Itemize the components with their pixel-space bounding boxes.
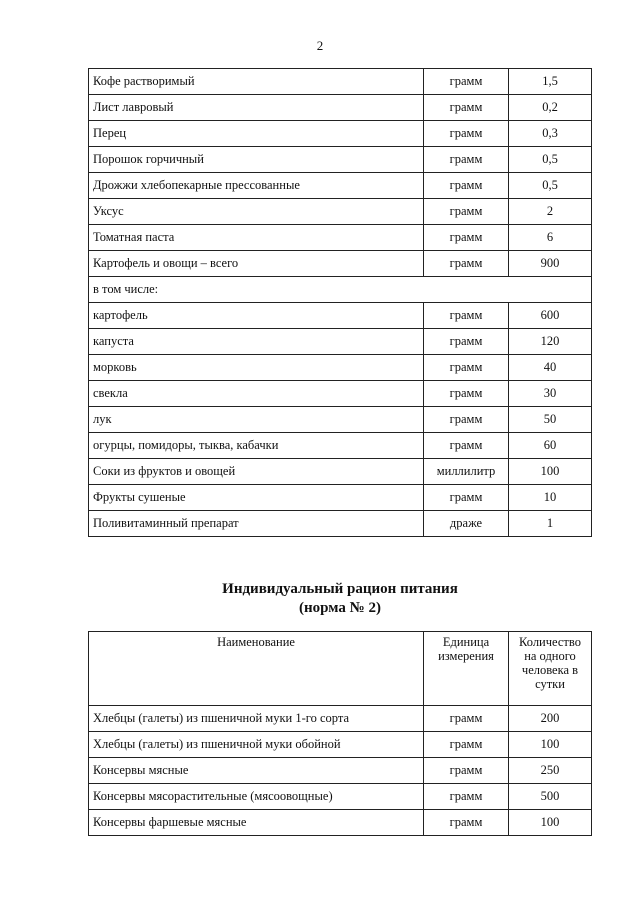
row-quantity: 1,5 <box>509 69 592 95</box>
row-name: Дрожжи хлебопекарные прессованные <box>89 173 424 199</box>
row-unit: грамм <box>424 95 509 121</box>
row-quantity: 50 <box>509 407 592 433</box>
row-unit: грамм <box>424 706 509 732</box>
row-name: Консервы мясные <box>89 758 424 784</box>
table-row <box>89 277 592 303</box>
row-name: Перец <box>89 121 424 147</box>
table-row <box>89 433 592 459</box>
row-name: Соки из фруктов и овощей <box>89 459 424 485</box>
table-row <box>89 173 592 199</box>
row-unit: грамм <box>424 329 509 355</box>
table-row <box>89 485 592 511</box>
row-name: Хлебцы (галеты) из пшеничной муки 1-го сорта <box>89 706 424 732</box>
row-unit: грамм <box>424 199 509 225</box>
header-unit: Единица измерения <box>424 632 509 706</box>
table-row <box>89 199 592 225</box>
table-row <box>89 706 592 732</box>
row-name: Уксус <box>89 199 424 225</box>
table-row <box>89 69 592 95</box>
row-unit: грамм <box>424 758 509 784</box>
row-unit: грамм <box>424 251 509 277</box>
row-name: Поливитаминный препарат <box>89 511 424 537</box>
row-quantity: 100 <box>509 810 592 836</box>
row-quantity: 100 <box>509 459 592 485</box>
row-quantity: 40 <box>509 355 592 381</box>
row-unit: миллилитр <box>424 459 509 485</box>
header-name: Наименование <box>89 632 424 706</box>
row-quantity: 900 <box>509 251 592 277</box>
row-quantity: 0,3 <box>509 121 592 147</box>
row-unit: грамм <box>424 303 509 329</box>
table-row <box>89 810 592 836</box>
row-quantity: 30 <box>509 381 592 407</box>
table-row <box>89 732 592 758</box>
table-row <box>89 758 592 784</box>
ration-table-norm-2 <box>88 631 592 836</box>
heading-subtitle: (норма № 2) <box>299 600 381 616</box>
table-row <box>89 511 592 537</box>
row-unit: грамм <box>424 732 509 758</box>
table-row <box>89 355 592 381</box>
row-quantity: 6 <box>509 225 592 251</box>
row-quantity: 0,5 <box>509 173 592 199</box>
table-row <box>89 329 592 355</box>
row-name: Кофе растворимый <box>89 69 424 95</box>
row-quantity: 600 <box>509 303 592 329</box>
heading-title: Индивидуальный рацион питания <box>222 581 458 597</box>
row-subheading: в том числе: <box>89 277 592 303</box>
row-unit: грамм <box>424 810 509 836</box>
row-name: Консервы фаршевые мясные <box>89 810 424 836</box>
row-quantity: 1 <box>509 511 592 537</box>
row-unit: грамм <box>424 225 509 251</box>
row-unit: грамм <box>424 784 509 810</box>
row-unit: грамм <box>424 407 509 433</box>
row-unit: грамм <box>424 433 509 459</box>
row-quantity: 0,5 <box>509 147 592 173</box>
row-name: Лист лавровый <box>89 95 424 121</box>
row-quantity: 0,2 <box>509 95 592 121</box>
table-row <box>89 225 592 251</box>
row-name: Консервы мясорастительные (мясоовощные) <box>89 784 424 810</box>
ration-table-norm-2-body <box>89 632 592 836</box>
page-number: 2 <box>316 38 324 53</box>
row-quantity: 10 <box>509 485 592 511</box>
table-row <box>89 381 592 407</box>
row-quantity: 60 <box>509 433 592 459</box>
table-row <box>89 95 592 121</box>
row-name: морковь <box>89 355 424 381</box>
row-quantity: 250 <box>509 758 592 784</box>
header-qty: Количество на одного человека в сутки <box>509 632 592 706</box>
table-header-row <box>89 632 592 706</box>
table-row <box>89 121 592 147</box>
ration-table-continued <box>88 68 592 537</box>
row-name: Фрукты сушеные <box>89 485 424 511</box>
row-unit: грамм <box>424 485 509 511</box>
row-unit: грамм <box>424 173 509 199</box>
row-name: картофель <box>89 303 424 329</box>
row-unit: грамм <box>424 121 509 147</box>
row-quantity: 200 <box>509 706 592 732</box>
row-unit: грамм <box>424 69 509 95</box>
ration-table-body <box>89 69 592 537</box>
section-heading <box>0 580 640 618</box>
row-name: Порошок горчичный <box>89 147 424 173</box>
row-name: Хлебцы (галеты) из пшеничной муки обойной <box>89 732 424 758</box>
row-name: свекла <box>89 381 424 407</box>
row-unit: грамм <box>424 147 509 173</box>
table-row <box>89 784 592 810</box>
table-row <box>89 303 592 329</box>
row-unit: драже <box>424 511 509 537</box>
row-quantity: 500 <box>509 784 592 810</box>
table-row <box>89 459 592 485</box>
row-name: Картофель и овощи – всего <box>89 251 424 277</box>
row-quantity: 120 <box>509 329 592 355</box>
table-row <box>89 251 592 277</box>
row-unit: грамм <box>424 355 509 381</box>
table-row <box>89 407 592 433</box>
row-quantity: 2 <box>509 199 592 225</box>
row-unit: грамм <box>424 381 509 407</box>
row-name: лук <box>89 407 424 433</box>
table-row <box>89 147 592 173</box>
row-quantity: 100 <box>509 732 592 758</box>
row-name: капуста <box>89 329 424 355</box>
row-name: Томатная паста <box>89 225 424 251</box>
row-name: огурцы, помидоры, тыква, кабачки <box>89 433 424 459</box>
